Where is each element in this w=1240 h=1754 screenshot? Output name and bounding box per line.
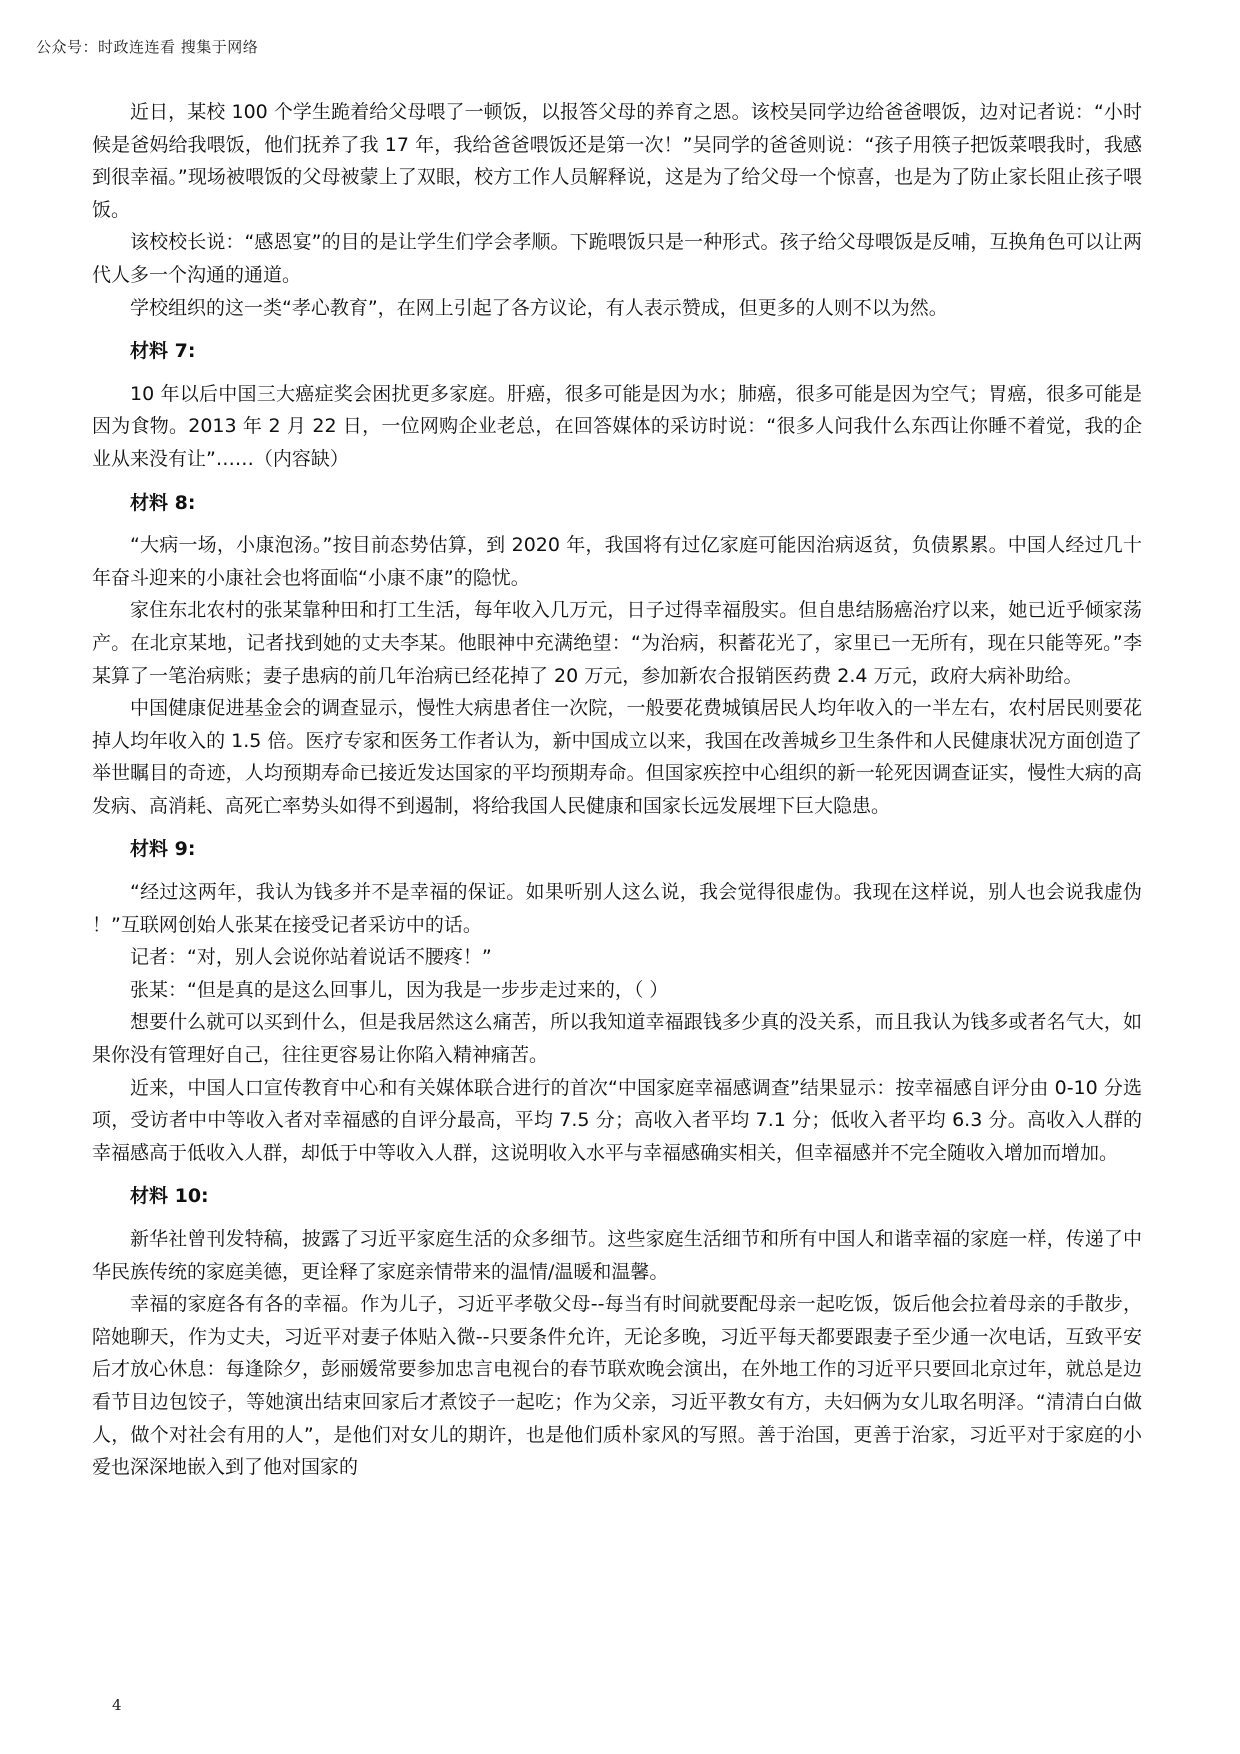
- paragraph: 新华社曾刊发特稿，披露了习近平家庭生活的众多细节。这些家庭生活细节和所有中国人和谐幸福的家庭一样，传递了中华民族传统的家庭美德，更诠释了家庭亲情带来的温情/温暖和温馨。: [92, 1228, 1142, 1283]
- page-header: 公众号：时政连连看 搜集于网络: [36, 38, 259, 56]
- section-heading: 材料 10:: [130, 1185, 209, 1208]
- paragraph: “经过这两年，我认为钱多并不是幸福的保证。如果听别人这么说，我会觉得很虚伪。我现在这样说，别人也会说我虚伪 ！”互联网创始人张某在接受记者采访中的话。: [92, 881, 1142, 936]
- paragraph: 想要什么就可以买到什么，但是我居然这么痛苦，所以我知道幸福跟钱多少真的没关系，而且我认为钱多或者名气大，如果你没有管理好自己，往往更容易让你陷入精神痛苦。: [92, 1011, 1142, 1067]
- paragraph: 近日，某校 100 个学生跪着给父母喂了一顿饭，以报答父母的养育之恩。该校吴同学边给爸爸喂饭，边对记者说：“小时候是爸妈给我喂饭，他们抚养了我 17 年，我给爸爸喂饭还是第一次！”吴同学的爸爸则说：“孩子用筷子把饭菜喂我时，我感到很幸福。”现场被喂饭的父母被蒙上了双眼，校方工作人员解释说，这是为了给父母一个惊喜，也是为了防止家长阻止孩子喂饭。: [92, 101, 1142, 221]
- paragraph: 家住东北农村的张某靠种田和打工生活，每年收入几万元，日子过得幸福殷实。但自患结肠癌治疗以来，她已近乎倾家荡产。在北京某地，记者找到她的丈夫李某。他眼神中充满绝望：“为治病，积蓄花光了，家里已一无所有，现在只能等死。”李某算了一笔治病账；妻子患病的前几年治病已经花掉了 20 万元，参加新农合报销医药费 2.4 万元，政府大病补助给。: [92, 599, 1142, 687]
- paragraph: 学校组织的这一类“孝心教育”，在网上引起了各方议论，有人表示赞成，但更多的人则不以为然。: [130, 296, 948, 319]
- section-heading: 材料 8:: [130, 491, 196, 514]
- paragraph: “大病一场，小康泡汤。”按目前态势估算，到 2020 年，我国将有过亿家庭可能因治病返贫，负债累累。中国人经过几十年奋斗迎来的小康社会也将面临“小康不康”的隐忧。: [92, 534, 1142, 589]
- paragraph: 近来，中国人口宣传教育中心和有关媒体联合进行的首次“中国家庭幸福感调查”结果显示：按幸福感自评分由 0-10 分选项，受访者中中等收入者对幸福感的自评分最高，平均 7.5 分；高收入者平均 7.1 分；低收入者平均 6.3 分。高收入人群的幸福感高于低收入人群，却低于中等收入人群，这说明收入水平与幸福感确实相关，但幸福感并不完全随收入增加而增加。: [92, 1076, 1142, 1164]
- paragraph: 幸福的家庭各有各的幸福。作为儿子，习近平孝敬父母--每当有时间就要配母亲一起吃饭，饭后他会拉着母亲的手散步，陪她聊天，作为丈夫，习近平对妻子体贴入微--只要条件允许，无论多晚，习近平每天都要跟妻子至少通一次电话，互致平安后才放心休息：每逢除夕，彭丽媛常要参加忠言电视台的春节联欢晚会演出，在外地工作的习近平只要回北京过年，就总是边看节目边包饺子，等她演出结束回家后才煮饺子一起吃；作为父亲，习近平教女有方，夫妇俩为女儿取名明泽。“清清白白做人，做个对社会有用的人”，是他们对女儿的期许，也是他们质朴家风的写照。善于治国，更善于治家，习近平对于家庭的小爱也深深地嵌入到了他对国家的: [92, 1293, 1142, 1479]
- paragraph: 该校校长说：“感恩宴”的目的是让学生们学会孝顺。下跪喂饭只是一种形式。孩子给父母喂饭是反哺，互换角色可以让两代人多一个沟通的通道。: [92, 231, 1142, 286]
- section-heading: 材料 9:: [130, 838, 196, 861]
- paragraph: 记者：“对，别人会说你站着说话不腰疼！”: [130, 946, 492, 969]
- paragraph: 10 年以后中国三大癌症奖会困扰更多家庭。肝癌，很多可能是因为水；肺癌，很多可能是因为空气；胃癌，很多可能是因为食物。2013 年 2 月 22 日，一位网购企业老总，在回答媒体的采访时说：“很多人问我什么东西让你睡不着觉，我的企业从来没有让”……（内容缺）: [92, 382, 1142, 470]
- paragraph: 张某：“但是真的是这么回事儿，因为我是一步步走过来的，（ ）: [130, 978, 669, 1001]
- paragraph: 中国健康促进基金会的调查显示，慢性大病患者住一次院，一般要花费城镇居民人均年收入的一半左右，农村居民则要花掉人均年收入的 1.5 倍。医疗专家和医务工作者认为，新中国成立以来，我国在改善城乡卫生条件和人民健康状况方面创造了举世瞩目的奇迹，人均预期寿命已接近发达国家的平均预期寿命。但国家疾控中心组织的新一轮死因调查证实，慢性大病的高发病、高消耗、高死亡率势头如得不到遏制，将给我国人民健康和国家长远发展埋下巨大隐患。: [92, 697, 1142, 817]
- document-body: [92, 96, 1142, 1484]
- section-heading: 材料 7:: [130, 340, 196, 363]
- page-number: 4: [112, 1696, 122, 1714]
